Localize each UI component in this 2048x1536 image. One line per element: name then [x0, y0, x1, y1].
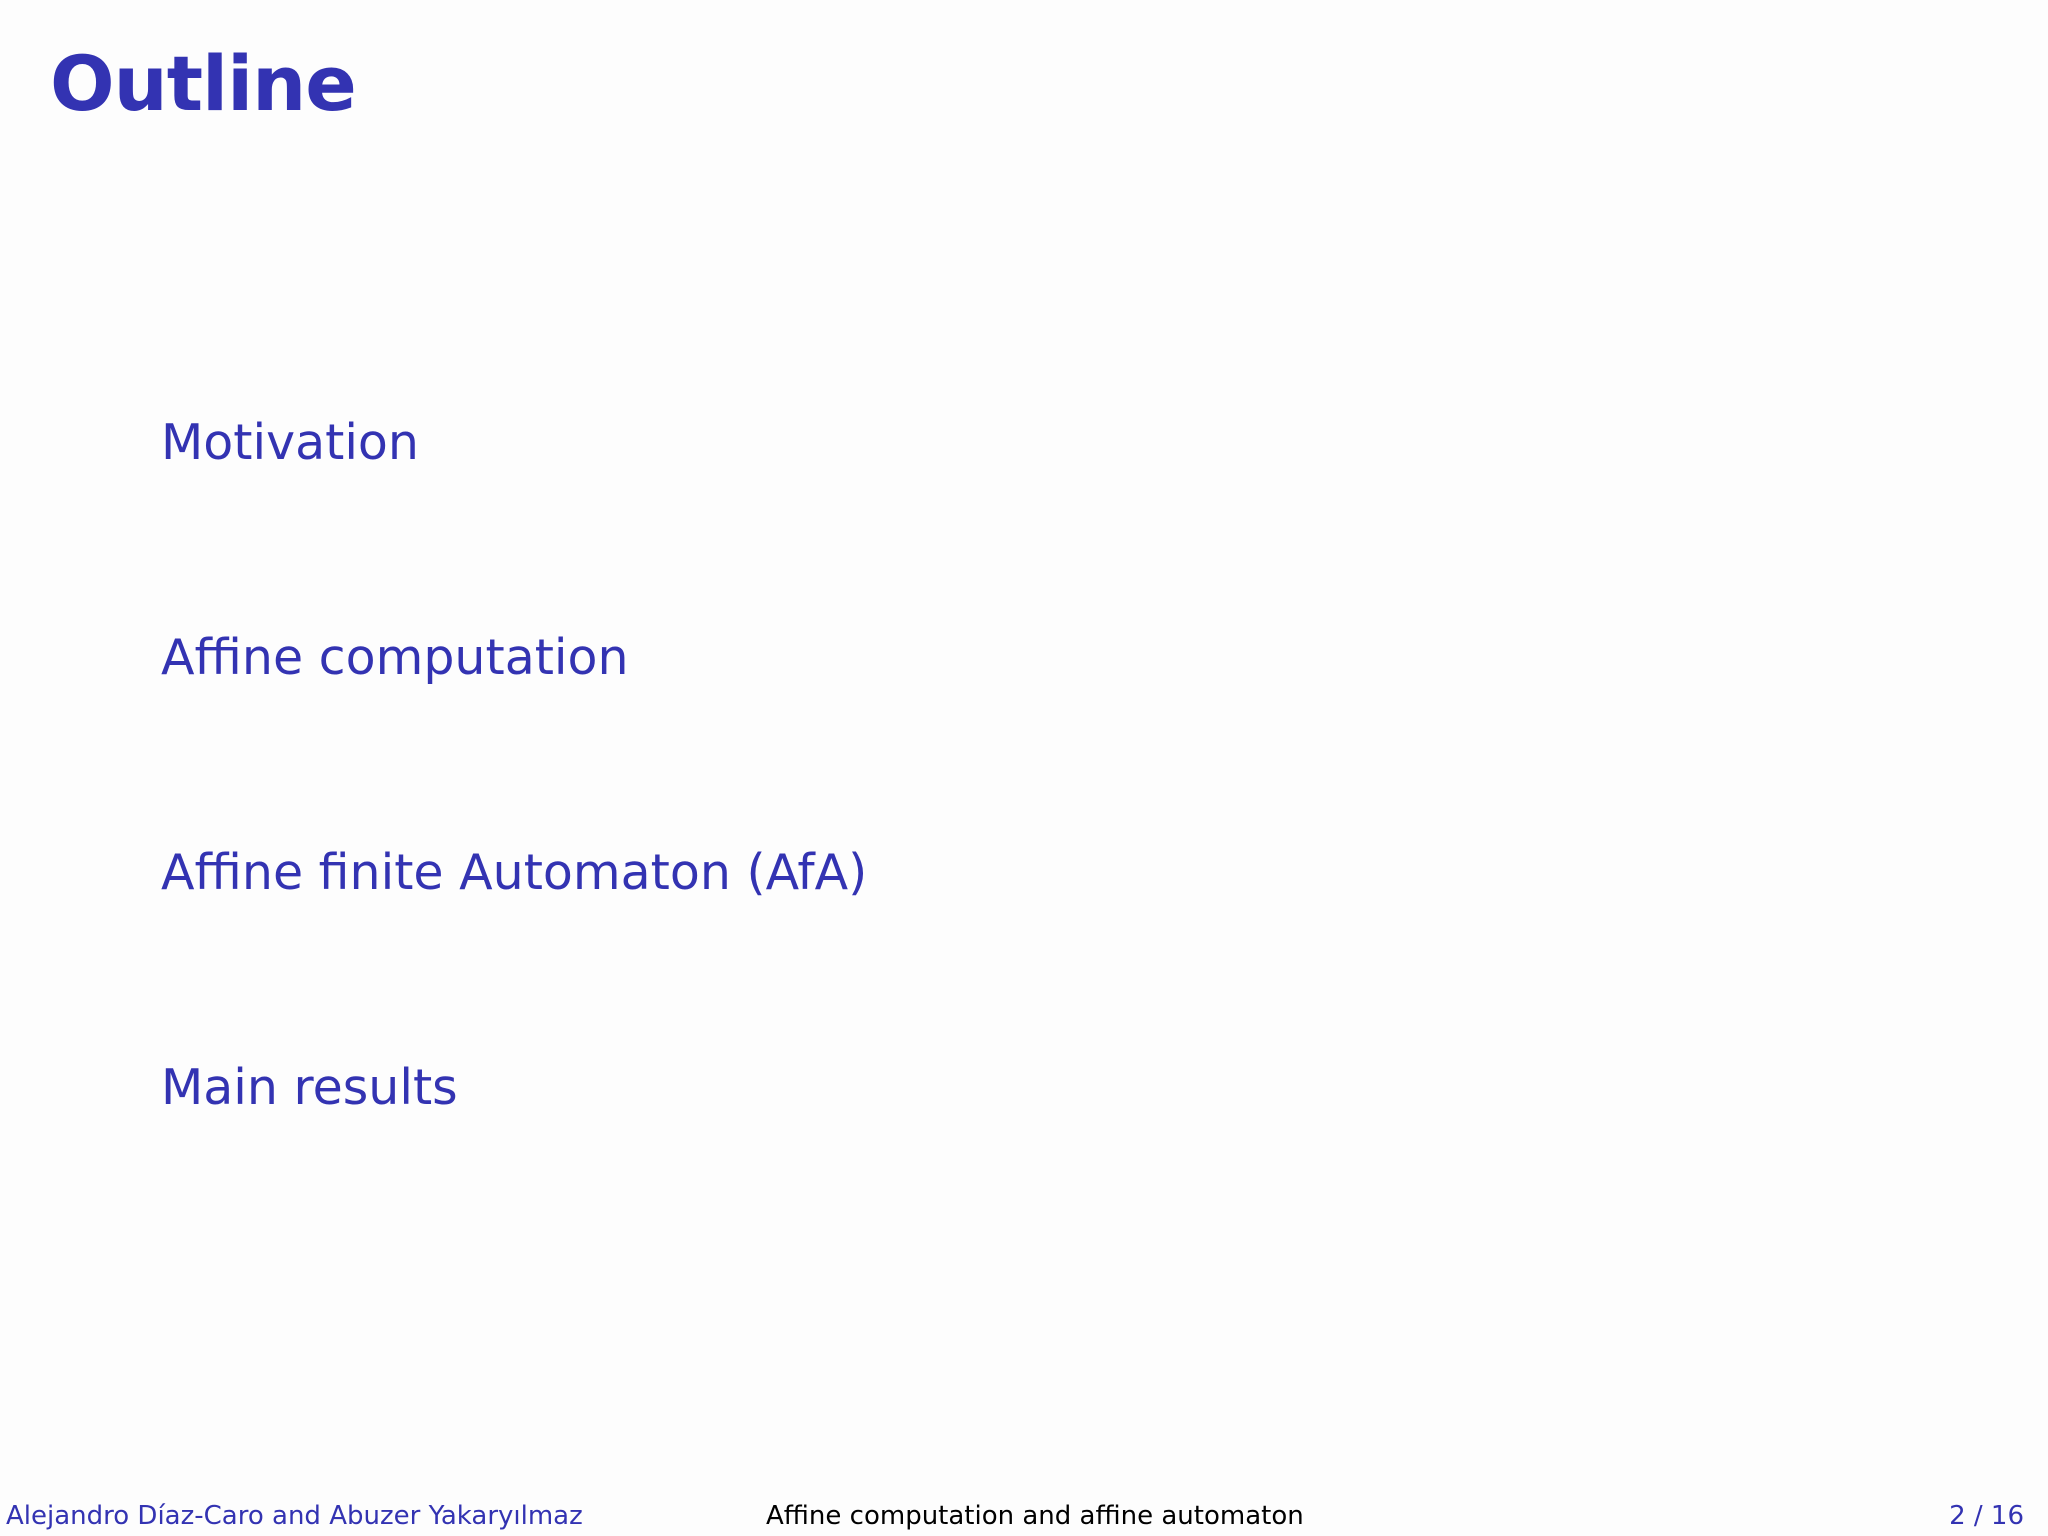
- outline-item-affine-computation[interactable]: Affine computation: [161, 629, 629, 686]
- footer-page-number: 2 / 16: [1949, 1501, 2024, 1531]
- footer: [0, 1496, 2048, 1536]
- outline-item-main-results[interactable]: Main results: [161, 1059, 458, 1116]
- outline-item-motivation[interactable]: Motivation: [161, 414, 419, 471]
- outline-item-affine-finite-automaton[interactable]: Affine finite Automaton (AfA): [161, 844, 868, 901]
- footer-authors: Alejandro Díaz-Caro and Abuzer Yakaryılmaz: [6, 1501, 583, 1531]
- slide-title: Outline: [50, 39, 356, 128]
- footer-talk-title: Affine computation and affine automaton: [766, 1501, 1304, 1531]
